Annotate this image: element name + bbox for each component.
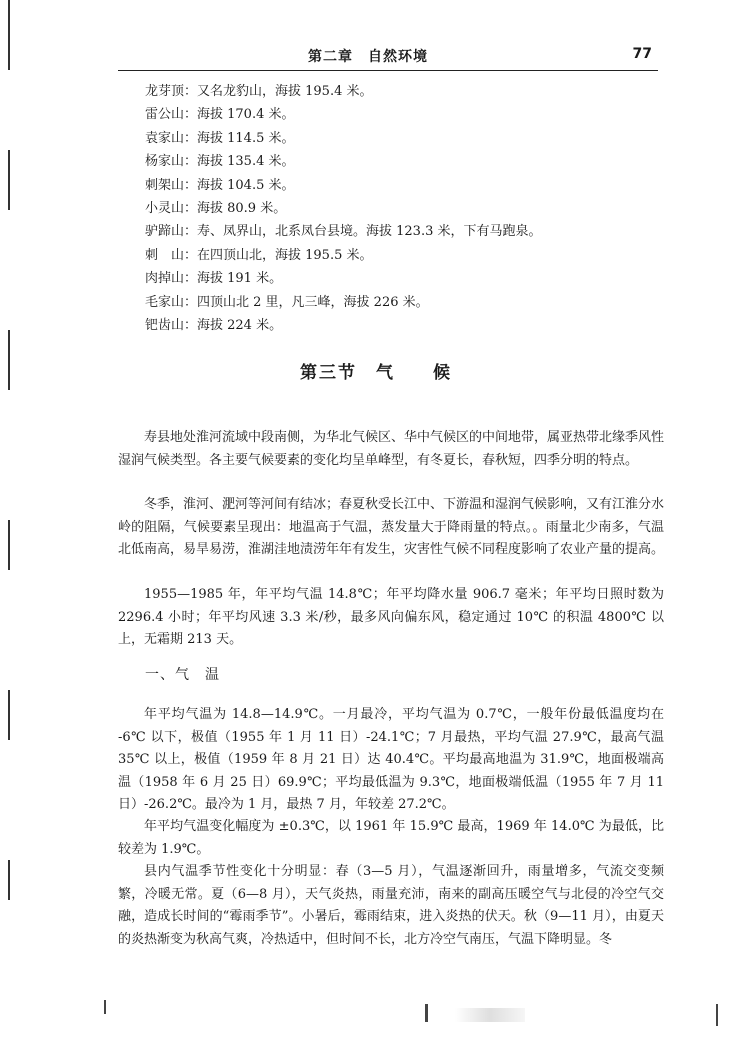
binding-edge-line: [8, 330, 10, 390]
list-item: 小灵山：海拔 80.9 米。: [145, 201, 287, 217]
section-title: 第三节 气 候: [300, 363, 452, 383]
list-item: 肉掉山：海拔 191 米。: [145, 271, 283, 287]
scan-artifact-mark: [104, 1000, 106, 1014]
intro-paragraph: 1955—1985 年，年平均气温 14.8℃；年平均降水量 906.7 毫米；年平均日照时数为 2296.4 小时；年平均风速 3.3 米/秒，最多风向偏东风，稳定通过 10℃ 的积温 4800℃ 以上，无霜期 213 天。: [118, 587, 664, 648]
binding-edge-line: [8, 690, 10, 740]
chapter-title: 第二章 自然环境: [308, 49, 428, 65]
running-header: [118, 44, 658, 71]
binding-edge-line: [8, 520, 10, 570]
list-item: 龙芽顶：又名龙豹山，海拔 195.4 米。: [145, 84, 373, 99]
subsection-title: 一、气 温: [145, 667, 220, 683]
binding-edge-line: [8, 860, 10, 900]
temperature-paragraph: 年平均气温为 14.8—14.9℃。一月最冷，平均气温为 0.7℃，一般年份最低温度均在 -6℃ 以下，极值（1955 年 1 月 11 日）-24.1℃；7 月最热，平均气温 27.9℃，最高气温 35℃ 以上，极值（1959 年 8 月 21 日）达 40.4℃。平均最高地温为 31.9℃，地面极端高温（1958 年 6 月 25 日）69.9℃；平均最低温为 9.3℃，地面极端低温（1955 年 7 月 11 日）-26.2℃。最冷为 1 月，最热 7 月，年较差 27.2℃。: [118, 707, 664, 813]
binding-edge-line: [8, 150, 10, 210]
list-item: 毛家山：四顶山北 2 里，凡三峰，海拔 226 米。: [145, 294, 429, 310]
list-item: 雷公山：海拔 170.4 米。: [145, 107, 295, 123]
intro-paragraph: 冬季，淮河、淝河等河间有结冰；春夏秋受长江中、下游温和湿润气候影响，又有江淮分水岭的阻隔，气候要素呈现出：地温高于气温，蒸发量大于降雨量的特点。。雨量北少南多，气温北低南高，易旱易涝，淮湖洼地渍涝年年有发生，灾害性气候不同程度影响了农业产量的提高。: [118, 497, 665, 558]
mountain-list: [145, 80, 665, 337]
list-item: 袁家山：海拔 114.5 米。: [145, 130, 295, 146]
intro-paragraph: 寿县地处淮河流域中段南侧，为华北气候区、华中气候区的中间地带，属亚热带北缘季风性湿润气候类型。各主要气候要素的变化均呈单峰型，有冬夏长，春秋短，四季分明的特点。: [118, 430, 665, 468]
list-item: 钯齿山：海拔 224 米。: [145, 318, 283, 334]
temperature-paragraph: 年平均气温变化幅度为 ±0.3℃，以 1961 年 15.9℃ 最高，1969 年 14.0℃ 为最低，比较差为 1.9℃。: [118, 819, 664, 857]
list-item: 驴蹄山：寿、凤界山，北系凤台县境。海拔 123.3 米，下有马跑泉。: [145, 224, 542, 240]
temperature-paragraph: 县内气温季节性变化十分明显：春（3—5 月），气温逐渐回升，雨量增多，气流交变频繁，冷暖无常。夏（6—8 月），天气炎热，雨量充沛，南来的副高压暖空气与北侵的冷空气交融，造成长时间的“霉雨季节”。小暑后，霉雨结束，进入炎热的伏天。秋（9—11 月），由夏天的炎热渐变为秋高气爽，冷热适中，但时间不长，北方冷空气南压，气温下降明显。冬: [118, 864, 664, 947]
scan-artifact-mark: [425, 1004, 428, 1022]
scan-artifact-mark: [716, 1004, 718, 1026]
list-item: 刺架山：海拔 104.5 米。: [145, 177, 295, 193]
list-item: 刺 山：在四顶山北，海拔 195.5 米。: [145, 247, 373, 263]
binding-edge-line: [8, 0, 10, 70]
scan-smudge: [455, 1008, 525, 1022]
list-item: 杨家山：海拔 135.4 米。: [145, 154, 295, 170]
page-number: 77: [632, 46, 652, 62]
